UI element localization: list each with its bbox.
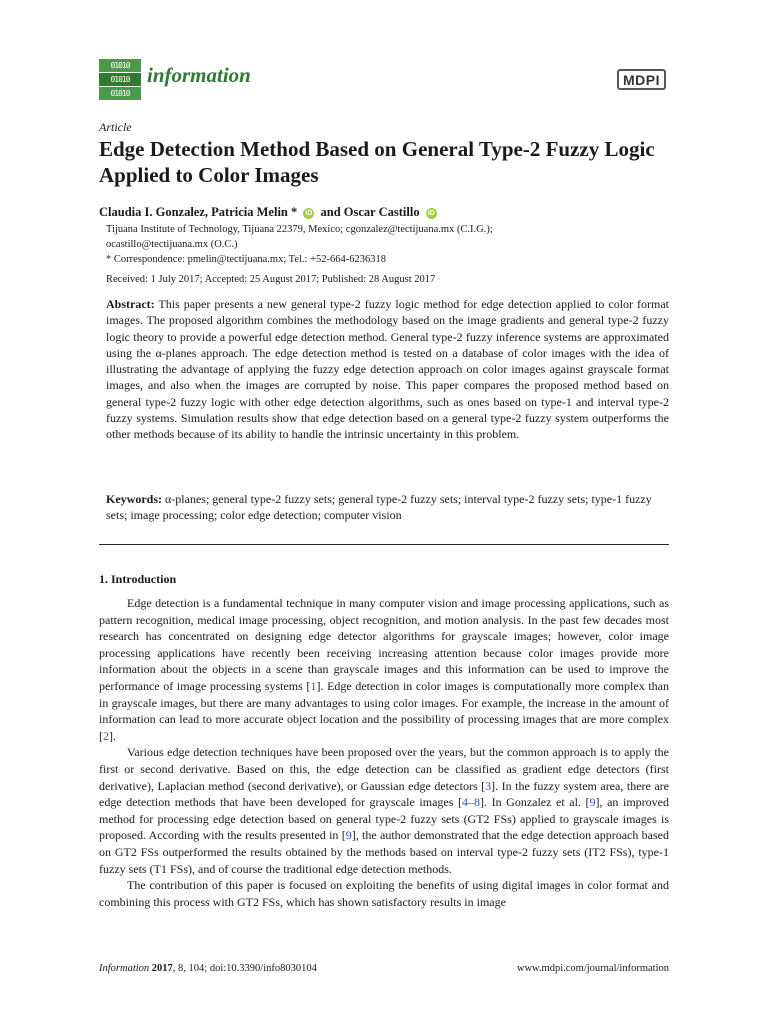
paragraph: The contribution of this paper is focused on exploiting the benefits of using digital images in color format and combining this process with GT2 FSs, which has shown satisfactory results in image <box>99 878 669 909</box>
citation-link[interactable]: 1 <box>310 678 317 693</box>
text-run: Edge detection is a fundamental technique in many computer vision and image processing applications, such as pattern recognition, medical image processing, object recognition, and motion analysis. In the past few decades most research has concentrated on designing edge detector algorithms for grayscale images; however, color image processing applications have recently been receiving increasing attention because color images provide more information about the objects in a scene than grayscale images and this information can be used to improve the performance of image processing systems [ <box>99 596 669 693</box>
citation-link[interactable]: 3 <box>485 778 492 793</box>
footer-citation <box>99 963 317 974</box>
keywords <box>106 491 669 524</box>
abstract-label: Abstract: <box>106 297 155 311</box>
publication-dates: Received: 1 July 2017; Accepted: 25 August 2017; Published: 28 August 2017 <box>106 274 436 285</box>
footer-doi: , 8, 104; doi:10.3390/info8030104 <box>172 963 317 974</box>
author-list <box>99 205 440 220</box>
logo-row <box>99 59 141 73</box>
text-run: ]. In the fuzzy system area, there are edge detection methods that have been developed for grayscale images [ <box>99 778 669 810</box>
affiliation-line: Tijuana Institute of Technology, Tijuana 22379, Mexico; cgonzalez@tectijuana.mx (C.I.G.); <box>106 224 493 235</box>
citation-link[interactable]: 4–8 <box>462 795 480 810</box>
logo-bits: 01010 <box>99 87 141 100</box>
text-run: Various edge detection techniques have been proposed over the years, but the common approach is to apply the first or second derivative. Based on this, the edge detection can be classified as gradient edge detectors (first derivative), Laplacian method (second derivative), or Gaussian edge detectors [ <box>99 745 669 793</box>
logo-row <box>99 73 141 87</box>
logo-bits: 01010 <box>99 59 141 72</box>
keywords-text: α-planes; general type-2 fuzzy sets; general type-2 fuzzy sets; interval type-2 fuzzy sets; type-1 fuzzy sets; image processing; color edge detection; computer vision <box>106 492 652 523</box>
paper-title: Edge Detection Method Based on General Type-2 Fuzzy Logic Applied to Color Images <box>99 137 655 187</box>
footer-url[interactable]: www.mdpi.com/journal/information <box>516 963 669 974</box>
text-run: ], the author demonstrated that the edge detection approach based on GT2 FSs outperformed the results obtained by the methods based on interval type-2 fuzzy sets (IT2 FSs), type-1 fuzzy sets (T1 FSs), and of course the traditional edge detection methods. <box>99 828 669 876</box>
footer-journal: Information <box>99 963 150 974</box>
text-run: ], an improved method for processing edge detection based on general type-2 fuzzy sets (GT2 FSs) applied to grayscale images is proposed. According with the results presented in [ <box>99 795 669 843</box>
section-heading: 1. Introduction <box>99 572 177 586</box>
body-text <box>99 595 669 910</box>
journal-logo <box>99 59 141 101</box>
article-type: Article <box>99 120 132 134</box>
author-names: and Oscar Castillo <box>320 205 420 219</box>
text-run: ]. In Gonzalez et al. [ <box>480 795 590 810</box>
footer-year: 2017 <box>151 963 173 974</box>
publisher-logo <box>617 69 666 90</box>
logo-row <box>99 87 141 101</box>
paragraph <box>99 744 669 877</box>
text-run: ]. <box>109 728 116 743</box>
author-names: Claudia I. Gonzalez, Patricia Melin * <box>99 205 298 219</box>
section-divider <box>99 544 669 545</box>
text-run: ]. Edge detection in color images is computationally more complex than in grayscale images, but there are many advantages to using color images. For example, the increase in the amount of information can lead to more accurate object location and the possibility of processing images that are more complex [ <box>99 678 669 743</box>
journal-name: information <box>147 63 251 87</box>
paragraph <box>99 595 669 744</box>
orcid-icon[interactable]: iD <box>305 210 313 217</box>
keywords-label: Keywords: <box>106 492 162 506</box>
abstract <box>106 296 669 443</box>
citation-link[interactable]: 9 <box>345 828 352 843</box>
abstract-text: This paper presents a new general type-2 fuzzy logic method for edge detection applied to color format images. The proposed algorithm combines the methodology based on the image gradients and general type-2 fuzzy logic theory to provide a powerful edge detection method. General type-2 fuzzy inference systems are approximated using the α-planes approach. The edge detection method is tested on a database of color images with the idea of illustrating the advantage of applying the fuzzy edge detection approach on color images against grayscale format images, and also when the images are corrupted by noise. This paper compares the proposed method based on general type-2 fuzzy logic with other edge detection algorithms, such as ones based on type-1 and interval type-2 fuzzy systems. Simulation results show that edge detection based on a general type-2 fuzzy system outperforms the other methods because of its ability to handle the intrinsic uncertainty in this problem. <box>106 297 669 442</box>
citation-link[interactable]: 2 <box>103 728 109 743</box>
logo-bits: 01010 <box>99 73 141 86</box>
correspondence-line: * Correspondence: pmelin@tectijuana.mx; Tel.: +52-664-6236318 <box>106 254 387 265</box>
citation-link[interactable]: 9 <box>589 795 596 810</box>
affiliation-line: ocastillo@tectijuana.mx (O.C.) <box>106 239 238 250</box>
orcid-icon[interactable]: iD <box>427 210 435 217</box>
publisher-name: MDPI <box>617 69 666 90</box>
